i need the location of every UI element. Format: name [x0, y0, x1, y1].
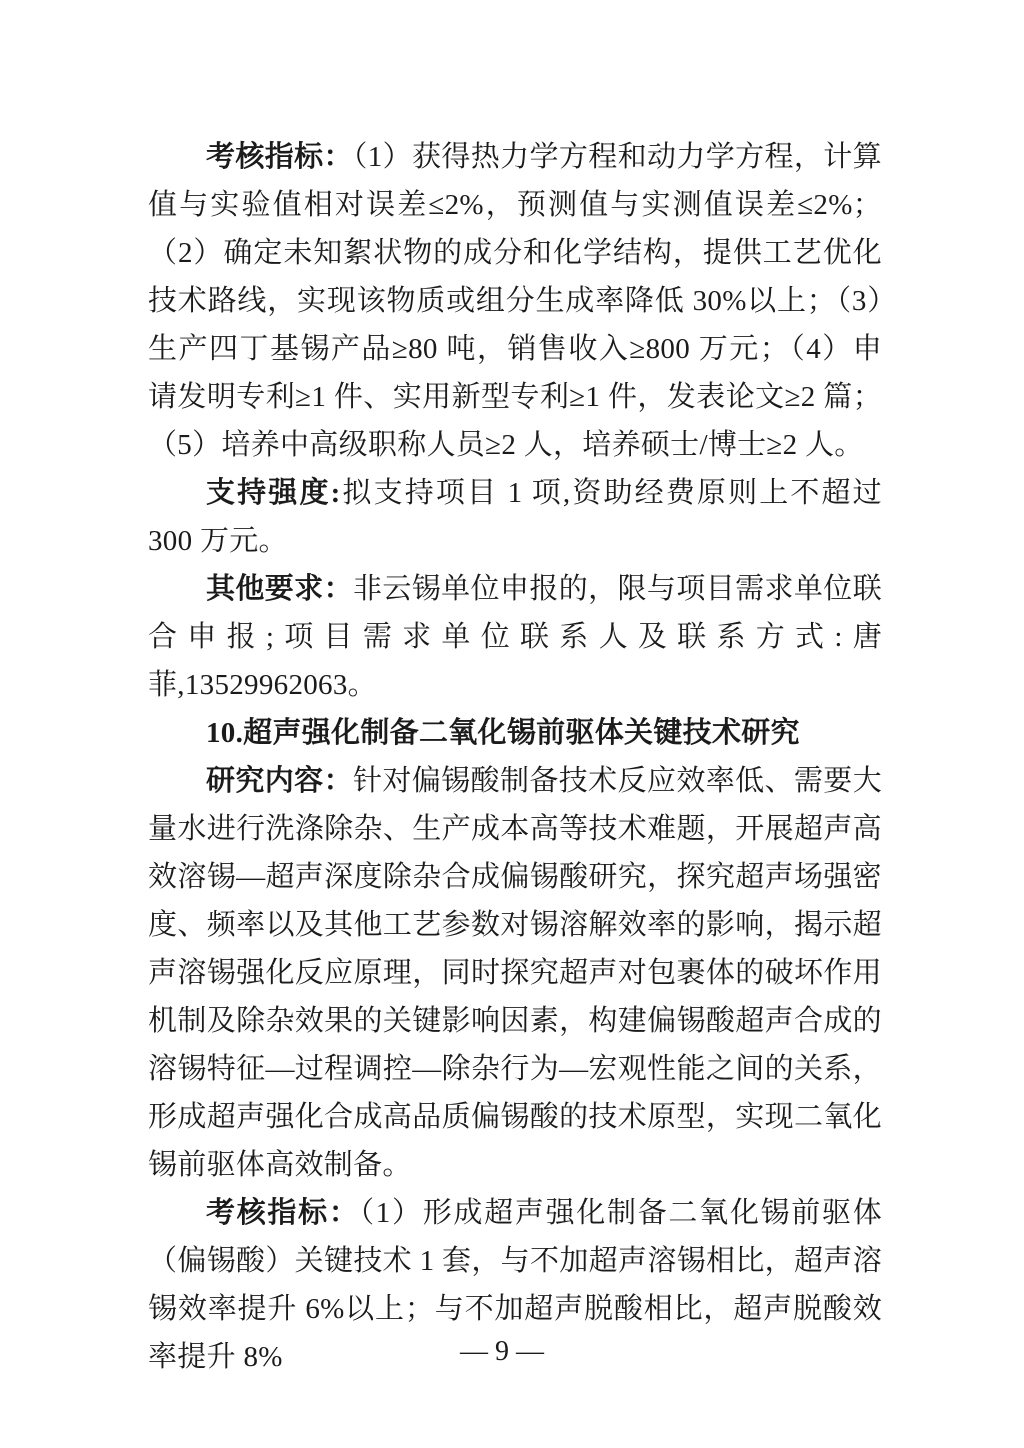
paragraph-other-requirements — [148, 565, 882, 709]
document-body — [148, 133, 882, 1381]
paragraph-research-content — [148, 757, 882, 1189]
paragraph-text: （1）形成超声强化制备二氧化锡前驱体（偏锡酸）关键技术 1 套，与不加超声溶锡相比，超声溶锡效率提升 6%以上；与不加超声脱酸相比，超声脱酸效率提升 8% — [148, 1197, 882, 1373]
section-heading-text: 10.超声强化制备二氧化锡前驱体关键技术研究 — [206, 717, 800, 749]
paragraph-text: 非云锡单位申报的，限与项目需求单位联合申报;项目需求单位联系人及联系方式:唐菲,13529962063。 — [148, 573, 882, 701]
paragraph-text: （1）获得热力学方程和动力学方程，计算值与实验值相对误差≤2%，预测值与实测值误差≤2%；（2）确定未知絮状物的成分和化学结构，提供工艺优化技术路线，实现该物质或组分生成率降低 30%以上；（3）生产四丁基锡产品≥80 吨，销售收入≥800 万元；（4）申请发明专利≥1 件、实用新型专利≥1 件，发表论文≥2 篇；（5）培养中高级职称人员≥2 人，培养硕士/博士≥2 人。 — [148, 141, 882, 461]
paragraph-text: 针对偏锡酸制备技术反应效率低、需要大量水进行洗涤除杂、生产成本高等技术难题，开展超声高效溶锡—超声深度除杂合成偏锡酸研究，探究超声场强密度、频率以及其他工艺参数对锡溶解效率的影响，揭示超声溶锡强化反应原理，同时探究超声对包裹体的破坏作用机制及除杂效果的关键影响因素，构建偏锡酸超声合成的溶锡特征—过程调控—除杂行为—宏观性能之间的关系，形成超声强化合成高品质偏锡酸的技术原型，实现二氧化锡前驱体高效制备。 — [148, 765, 882, 1181]
paragraph-label: 考核指标： — [206, 141, 353, 173]
paragraph-label: 其他要求： — [206, 573, 353, 605]
paragraph-label: 支持强度: — [206, 477, 341, 509]
paragraph-label: 研究内容： — [206, 765, 353, 797]
paragraph-text: 拟支持项目 1 项,资助经费原则上不超过 300 万元。 — [148, 477, 882, 557]
paragraph-label: 考核指标： — [206, 1197, 360, 1229]
paragraph-assessment-indicators — [148, 133, 882, 469]
page-number: — 9 — — [460, 1336, 544, 1367]
section-heading-item-10 — [148, 709, 882, 757]
paragraph-support-strength — [148, 469, 882, 565]
